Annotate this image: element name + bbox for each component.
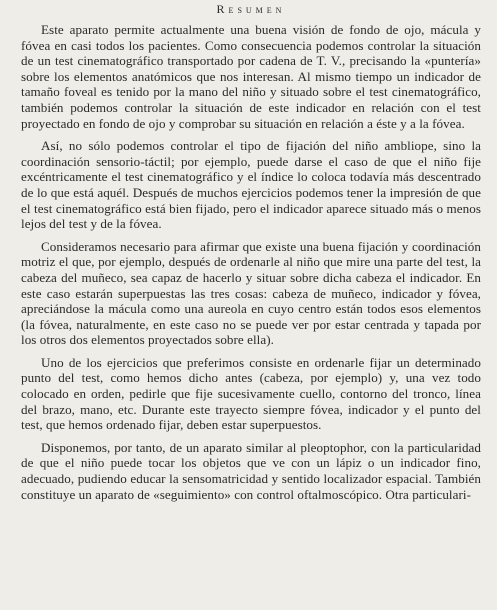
body-text (21, 22, 481, 502)
paragraph-3: Consideramos necesario para afirmar que existe una buena fijación y coordinación motriz el que, por ejemplo, después de ordenarle al niño que mire una parte del test, la cabeza del muñeco, sea capaz de hacerlo y situar sobre dicha cabeza el indicador. En este caso estarán superpuestas las tres cosas: cabeza de muñeco, indicador y fóvea, apreciándose la mácula como una aureola en cuyo centro están todos esos elementos (la fóvea, naturalmente, en este caso no se puede ver por estar centrada y tapada por los otros dos elementos proyectados sobre ella). (21, 238, 481, 348)
paragraph-4: Uno de los ejercicios que preferimos consiste en ordenarle fijar un determinado punto del test, como hemos dicho antes (cabeza, por ejemplo) y, una vez todo colocado en orden, pedirle que fije sucesivamente cuello, contorno del tronco, línea del brazo, mano, etc. Durante este trayecto siempre fóvea, indicador y el punto del test, que hemos ordenado fijar, deben estar superpuestos. (21, 354, 481, 433)
section-heading: Resumen (216, 2, 286, 16)
paragraph-5: Disponemos, por tanto, de un aparato similar al pleoptophor, con la particularidad de que el niño puede tocar los objetos que ve con un lápiz o un indicador fino, adecuado, pudiendo educar la sensomatricidad y sentido localizador espacial. También constituye un aparato de «seguimiento» con control oftalmoscópico. Otra particulari- (21, 439, 481, 502)
paragraph-1: Este aparato permite actualmente una buena visión de fondo de ojo, mácula y fóvea en casi todos los pacientes. Como consecuencia podemos controlar la situación de un test cinematográfico transportado por cadena de T. V., precisando la «puntería» sobre los elementos anatómicos que nos interesan. Al mismo tiempo un indicador de tamaño foveal es tenido por la mano del niño y situado sobre el test cinematográfico, también podemos controlar la situación de este indicador en relación con el test proyectado en fondo de ojo y comprobar su situación en relación a éste y a la fóvea. (21, 22, 481, 131)
paragraph-2: Así, no sólo podemos controlar el tipo de fijación del niño ambliope, sino la coordinación sensorio-táctil; por ejemplo, puede darse el caso de que el niño fije excéntricamente el test cinematográfico y el índice lo coloca todavía más descentrado de lo que está aquél. Después de muchos ejercicios podemos tener la impresión de que el test cinematográfico está bien fijado, pero el indicador aparece situado más o menos lejos del test y de la fóvea. (21, 138, 481, 232)
